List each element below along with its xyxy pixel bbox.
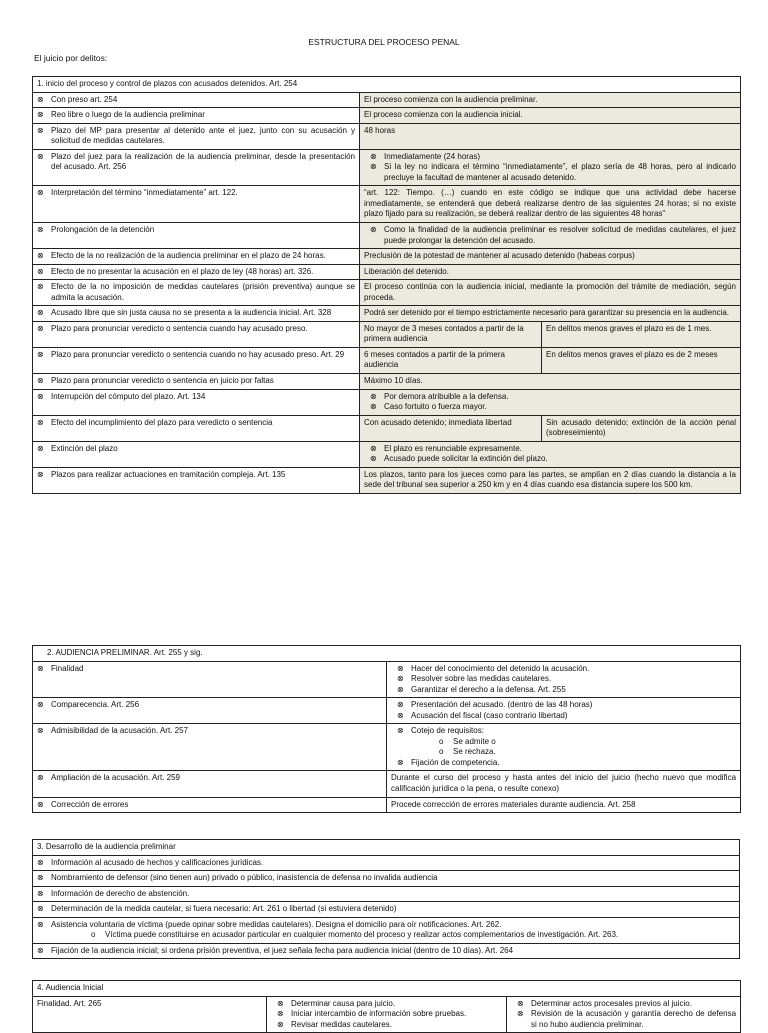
table-row: ⊗ Nombramiento de defensor (sino tienen aun) privado o público, inasistencia de defensa no invalida audiencia [33,871,740,887]
circle-times-icon: ⊗ [37,919,44,929]
section-2-header: 2. AUDIENCIA PRELIMINAR. Art. 255 y sig. [33,646,741,662]
circle-icon: o [439,736,444,746]
document-title: ESTRUCTURA DEL PROCESO PENAL [308,37,460,47]
table-row: ⊗ Plazo del MP para presentar al detenido ante el juez, junto con su acusación y solicitud de medidas cautelares. 48 horas [33,123,741,149]
circle-times-icon: ⊗ [37,873,44,883]
table-row: ⊗ Reo libre o luego de la audiencia preliminar El proceso comienza con la audiencia inicial. [33,108,741,124]
table-row: ⊗ Interpretación del término “inmediatamente” art. 122. “art. 122: Tiempo. (…) cuando en este código se indique que una actividad debe hacerse inmediatamente, se entenderá que deberá realizarse dentro de las siguientes 24 horas; si no existe plazo fijado para su realización, se deberá realizar dentro de las siguientes 48 horas” [33,186,741,223]
circle-times-icon: ⊗ [37,773,44,783]
circle-times-icon: ⊗ [397,663,404,673]
circle-times-icon: ⊗ [37,945,44,955]
circle-times-icon: ⊗ [37,308,44,318]
table-row: ⊗ Efecto de la no realización de la audiencia preliminar en el plazo de 24 horas. Preclusión de la potestad de mantener al acusado detenido (habeas corpus) [33,249,741,265]
circle-times-icon: ⊗ [370,454,377,464]
circle-times-icon: ⊗ [37,417,44,427]
circle-icon: o [439,747,444,757]
table-row: ⊗ Comparecencia. Art. 256 ⊗ Presentación del acusado. (dentro de las 48 horas) ⊗ Acusación del fiscal (caso contrario libertad) [33,698,741,724]
circle-times-icon: ⊗ [37,700,44,710]
table-row: ⊗ Efecto de la no imposición de medidas cautelares (prisión preventiva) aunque se admita la acusación. El proceso continúa con la audiencia inicial, mediante la promoción del trámite de mediación, según proceda. [33,280,741,306]
table-row: ⊗ Efecto de no presentar la acusación en el plazo de ley (48 horas) art. 326. Liberación del detenido. [33,264,741,280]
section-4-header: 4. Audiencia Inicial [33,981,741,997]
circle-icon: o [91,930,96,940]
table-row: ⊗ Plazos para realizar actuaciones en tramitación compleja. Art. 135 Los plazos, tanto para los jueces como para las partes, se amplían en 2 días cuando la distancia a la sede del tribunal sea superior a 250 km y en 4 días cuando esa distancia supere los 500 km. [33,467,741,493]
circle-times-icon: ⊗ [370,162,377,172]
section-1-table [32,76,741,494]
circle-times-icon: ⊗ [397,726,404,736]
circle-times-icon: ⊗ [397,710,404,720]
table-row: ⊗ Ampliación de la acusación. Art. 259 Durante el curso del proceso y hasta antes del inicio del juicio (hecho nuevo que modifica calificación jurídica o la pena, o resulte conexo) [33,771,741,797]
circle-times-icon: ⊗ [37,663,44,673]
circle-times-icon: ⊗ [397,757,404,767]
document-subtitle: El juicio por delitos: [34,53,108,63]
circle-times-icon: ⊗ [37,888,44,898]
circle-times-icon: ⊗ [370,443,377,453]
circle-times-icon: ⊗ [37,443,44,453]
table-row: ⊗ Efecto del incumplimiento del plazo para veredicto o sentencia Con acusado detenido; inmediata libertad Sin acusado detenido; extinción de la acción penal (sobreseimiento) [33,415,741,441]
circle-times-icon: ⊗ [370,391,377,401]
table-row: ⊗ Plazo del juez para la realización de la audiencia preliminar, desde la presentación del acusado. Art. 256 ⊗ Inmediatamente (24 horas) ⊗ Si la ley no indicara el término “inmediatamente”, el plazo sería de 48 horas, pero al indicarlo precluye la facultad de mantener al acusado detenido. [33,149,741,186]
circle-times-icon: ⊗ [37,125,44,135]
circle-times-icon: ⊗ [37,726,44,736]
table-row: ⊗ Asistencia voluntaria de víctima (puede opinar sobre medidas cautelares). Designa el domicilio para oír notificaciones. Art. 262. o Víctima puede constituirse en acusador particular en cualquier momento del proceso y realizar actos complementarios de investigación. Art. 263. [33,917,740,943]
table-row: ⊗ Prolongación de la detención ⊗ Como la finalidad de la audiencia preliminar es resolver solicitud de medidas cautelares, el juez puede prolongar la detención del acusado. [33,223,741,249]
circle-times-icon: ⊗ [37,188,44,198]
circle-times-icon: ⊗ [37,349,44,359]
table-row: ⊗ Plazo para pronunciar veredicto o sentencia cuando hay acusado preso. No mayor de 3 meses contados a partir de la primera audiencia En delitos menos graves el plazo es de 1 mes. [33,321,741,347]
circle-times-icon: ⊗ [37,799,44,809]
table-row: ⊗ Finalidad ⊗ Hacer del conocimiento del detenido la acusación. ⊗ Resolver sobre las medidas cautelares. ⊗ Garantizar el derecho a la defensa. Art. 255 [33,661,741,698]
section-1-header: 1. inicio del proceso y control de plazos con acusados detenidos. Art. 254 [33,77,741,93]
section-4-table [32,980,741,1033]
circle-times-icon: ⊗ [37,282,44,292]
circle-times-icon: ⊗ [37,110,44,120]
circle-times-icon: ⊗ [397,684,404,694]
circle-times-icon: ⊗ [37,469,44,479]
circle-times-icon: ⊗ [37,251,44,261]
table-row: ⊗ Plazo para pronunciar veredicto o sentencia cuando no hay acusado preso. Art. 29 6 meses contados a partir de la primera audiencia En delitos menos graves el plazo es de 2 meses [33,347,741,373]
section-2-table [32,645,741,813]
section-3-header: 3. Desarrollo de la audiencia preliminar [33,840,740,856]
circle-times-icon: ⊗ [397,700,404,710]
circle-times-icon: ⊗ [37,376,44,386]
circle-times-icon: ⊗ [37,225,44,235]
circle-times-icon: ⊗ [370,151,377,161]
table-row: ⊗ Plazo para pronunciar veredicto o sentencia en juicio por faltas Máximo 10 días. [33,374,741,390]
circle-times-icon: ⊗ [370,225,377,235]
table-row: ⊗ Acusado libre que sin justa causa no se presenta a la audiencia inicial. Art. 328 Podrá ser detenido por el tiempo estrictamente necesario para garantizar su presencia en la audiencia. [33,306,741,322]
table-row: ⊗ Con preso art. 254 El proceso comienza con la audiencia preliminar. [33,92,741,108]
circle-times-icon: ⊗ [37,266,44,276]
circle-times-icon: ⊗ [37,94,44,104]
circle-times-icon: ⊗ [37,857,44,867]
circle-times-icon: ⊗ [37,323,44,333]
table-row: ⊗ Información de derecho de abstención. [33,886,740,902]
circle-times-icon: ⊗ [397,674,404,684]
circle-times-icon: ⊗ [37,391,44,401]
table-row: ⊗ Corrección de errores Procede corrección de errores materiales durante audiencia. Art. 258 [33,797,741,813]
circle-times-icon: ⊗ [277,998,284,1008]
table-row: ⊗ Información al acusado de hechos y calificaciones jurídicas. [33,855,740,871]
section-3-table [32,839,740,959]
table-row: Finalidad. Art. 265 ⊗ Determinar causa para juicio. ⊗ Iniciar intercambio de información sobre pruebas. ⊗ Revisar medidas cautelares. ⊗ Determinar actos procesales previos al juicio. ⊗ Revisión de la acusación y garantía derecho de defensa si no hubo audiencia preliminar. [33,996,741,1033]
table-row: ⊗ Interrupción del cómputo del plazo. Art. 134 ⊗ Por demora atribuible a la defensa. ⊗ Caso fortuito o fuerza mayor. [33,389,741,415]
circle-times-icon: ⊗ [517,998,524,1008]
circle-times-icon: ⊗ [517,1009,524,1019]
table-row: ⊗ Extinción del plazo ⊗ El plazo es renunciable expresamente. ⊗ Acusado puede solicitar la extinción del plazo. [33,441,741,467]
table-row: ⊗ Admisibilidad de la acusación. Art. 257 ⊗ Cotejo de requisitos: o Se admite o o Se rechaza. ⊗ Fijación de competencia. [33,724,741,771]
table-row: ⊗ Determinación de la medida cautelar, si fuera necesario: Art. 261 o libertad (si estuviera detenido) [33,902,740,918]
circle-times-icon: ⊗ [370,402,377,412]
table-row: ⊗ Fijación de la audiencia inicial; si ordena prisión preventiva, el juez señala fecha para audiencia inicial (dentro de 10 días). Art. 264 [33,943,740,959]
circle-times-icon: ⊗ [37,151,44,161]
circle-times-icon: ⊗ [277,1019,284,1029]
circle-times-icon: ⊗ [37,904,44,914]
circle-times-icon: ⊗ [277,1009,284,1019]
